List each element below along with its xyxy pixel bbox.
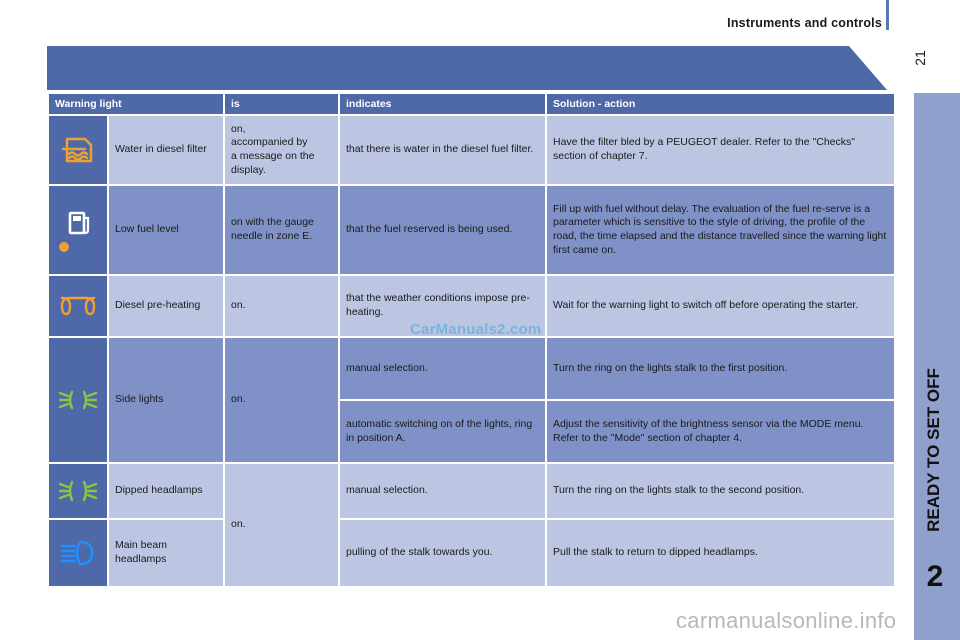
row-name: Dipped headlamps [109, 464, 223, 518]
watermark-text: CarManuals2.com [410, 321, 542, 338]
header-solution: Solution - action [547, 94, 894, 114]
preheat-icon-cell [49, 276, 107, 336]
row-indicates: that the weather conditions impose pre-heating. [340, 276, 545, 336]
water-icon-cell [49, 116, 107, 184]
main-beam-icon-cell [49, 520, 107, 586]
glow-plug-icon [58, 294, 98, 318]
main-beam-icon [58, 538, 98, 568]
page-number: 21 [911, 50, 928, 66]
chapter-label-text: READY TO SET OFF [924, 368, 943, 532]
row-indicates: automatic switching on of the lights, ring in position A. [340, 401, 545, 462]
row-action: Turn the ring on the lights stalk to the first position. [547, 338, 894, 399]
row-name: Diesel pre-heating [109, 276, 223, 336]
header-is: is [225, 94, 338, 114]
header-warning-light: Warning light [49, 94, 223, 114]
side-lights-icon [58, 388, 98, 412]
row-indicates: pulling of the stalk towards you. [340, 520, 545, 586]
chapter-number: 2 [926, 560, 944, 593]
row-indicates: manual selection. [340, 464, 545, 518]
footer-watermark: carmanualsonline.info [676, 608, 897, 633]
warning-lights-table [47, 92, 896, 588]
dipped-icon-cell [49, 464, 107, 518]
row-is: on. [225, 464, 338, 586]
fuel-icon-cell [49, 186, 107, 274]
row-name: Main beam headlamps [109, 520, 223, 586]
row-action: Have the filter bled by a PEUGEOT dealer. Refer to the "Checks" section of chapter 7. [547, 116, 894, 184]
row-is: on, accompanied by a message on the display. [225, 116, 338, 184]
row-name: Low fuel level [109, 186, 223, 274]
table-row [49, 464, 894, 518]
table-row [49, 116, 894, 184]
header-indicates: indicates [340, 94, 545, 114]
row-action: Turn the ring on the lights stalk to the second position. [547, 464, 894, 518]
row-action: Pull the stalk to return to dipped headlamps. [547, 520, 894, 586]
section-title: Instruments and controls [727, 16, 882, 30]
water-in-fuel-icon [60, 135, 96, 165]
table-banner [47, 46, 887, 90]
header-rule [886, 0, 889, 30]
row-is: on. [225, 276, 338, 336]
table-header-row [49, 94, 894, 114]
row-is: on with the gauge needle in zone E. [225, 186, 338, 274]
side-lights-icon-cell [49, 338, 107, 462]
row-is: on. [225, 338, 338, 462]
fuel-pump-icon [58, 207, 98, 253]
table-row [49, 186, 894, 274]
dipped-headlamps-icon [58, 478, 98, 504]
row-indicates: that the fuel reserved is being used. [340, 186, 545, 274]
row-action: Fill up with fuel without delay. The evaluation of the fuel re-serve is a parameter which is sensitive to the style of driving, the profile of the road, the time elapsed and the distance travelled since the warning light first came on. [547, 186, 894, 274]
row-action: Adjust the sensitivity of the brightness sensor via the MODE menu. Refer to the "Mode" section of chapter 4. [547, 401, 894, 462]
table-row [49, 338, 894, 399]
chapter-sidebar [914, 93, 960, 640]
row-action: Wait for the warning light to switch off before operating the starter. [547, 276, 894, 336]
table-row [49, 520, 894, 586]
row-name: Water in diesel filter [109, 116, 223, 184]
row-indicates: that there is water in the diesel fuel filter. [340, 116, 545, 184]
row-name: Side lights [109, 338, 223, 462]
row-indicates: manual selection. [340, 338, 545, 399]
